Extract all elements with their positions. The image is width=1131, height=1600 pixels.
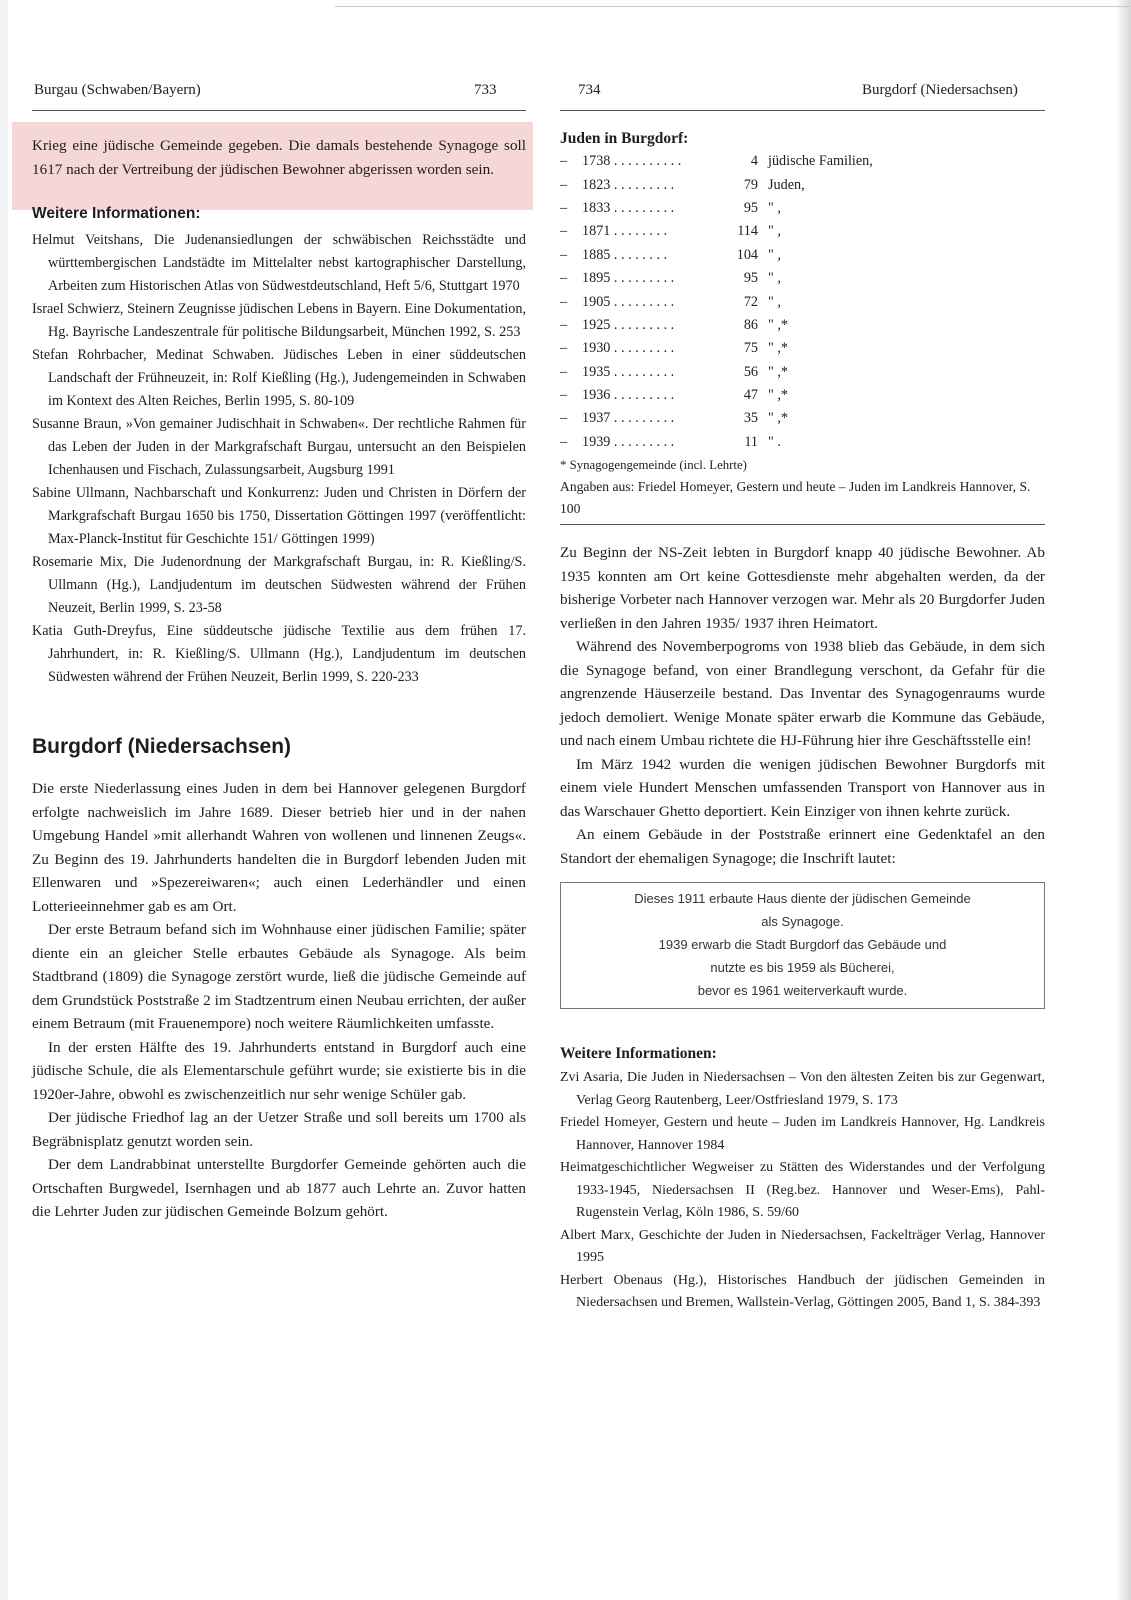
table-cell-unit: " , (768, 246, 781, 263)
table-cell-unit: Juden, (768, 176, 805, 193)
reference-list-left (32, 229, 526, 689)
table-cell-dash: – (560, 199, 568, 216)
table-cell-value: 47 (743, 387, 758, 404)
table-cell-value: 11 (744, 433, 758, 450)
table-cell-value: 79 (743, 176, 758, 193)
table-row (560, 244, 968, 267)
table-title: Juden in Burgdorf: (560, 130, 689, 147)
table-row (560, 314, 968, 337)
table-cell-value: 72 (743, 293, 758, 310)
body-paragraph: Der dem Landrabbinat unterstellte Burgdorfer Gemeinde gehörten auch die Ortschaften Burgwedel, Isernhagen und ab 1877 auch Lehrte an. Zuvor hatten die Lehrter Juden zur jüdischen Gemeinde Bolzum gehört. (32, 1156, 526, 1220)
page-number-left: 733 (474, 82, 497, 98)
page-right-edge (1117, 0, 1131, 1600)
table-cell-year: 1738 . . . . . . . . . . (582, 153, 682, 170)
inscription-line: bevor es 1961 weiterverkauft wurde. (697, 983, 908, 999)
table-cell-dash: – (560, 293, 568, 310)
running-header-right: Burgdorf (Niedersachsen) (862, 82, 1018, 98)
table-row (560, 220, 968, 243)
inscription-line: 1939 erwarb die Stadt Burgdorf das Gebäude und (658, 937, 947, 953)
body-paragraph: Der erste Betraum befand sich im Wohnhause einer jüdischen Familie; später diente ein an gleicher Stelle erbautes Gebäude als Synagoge. Als beim Stadtbrand (1809) die Synagoge zerstört wurde, ließ die jüdische Gemeinde auf dem Grundstück Poststraße 2 im Stadtzentrum einen Neubau errichten, der außer einem Betraum (mit Frauenempore) noch weitere Räumlichkeiten umfasste. (32, 921, 526, 1032)
table-cell-value: 104 (736, 246, 758, 263)
table-cell-year: 1895 . . . . . . . . . (582, 270, 675, 287)
table-cell-unit: " ,* (768, 410, 788, 427)
table-cell-value: 56 (743, 363, 758, 380)
reference-item: Rosemarie Mix, Die Judenordnung der Markgrafschaft Burgau, in: R. Kießling/S. Ullmann (Hg.), Landjudentum im deutschen Südwesten während der Frühen Neuzeit, Berlin 1999, S. 23-58 (32, 554, 526, 616)
table-row (560, 337, 968, 360)
inscription-line: als Synagoge. (761, 914, 844, 930)
reference-item: Albert Marx, Geschichte der Juden in Niedersachsen, Fackelträger Verlag, Hannover 1995 (560, 1227, 1045, 1266)
info-heading-left: Weitere Informationen: (32, 205, 201, 222)
right-column (560, 130, 1045, 1315)
table-cell-value: 95 (743, 199, 758, 216)
table-cell-value: 86 (743, 316, 758, 333)
table-cell-value: 4 (750, 153, 758, 170)
header-rule-right (560, 110, 1045, 111)
table-cell-value: 35 (743, 410, 758, 427)
body-paragraph: In der ersten Hälfte des 19. Jahrhunderts entstand in Burgdorf auch eine jüdische Schule, die als Elementarschule geführt wurde; sie existierte bis in die 1920er-Jahre, obwohl es zwischenzeitlich nur sehr wenige Schüler gab. (32, 1038, 526, 1103)
left-column (32, 130, 526, 1224)
table-row (560, 150, 968, 173)
reference-item: Stefan Rohrbacher, Medinat Schwaben. Jüdisches Leben in einer süddeutschen Landschaft der Frühneuzeit, in: Rolf Kießling (Hg.), Judengemeinden in Schwaben im Kontext des Alten Reiches, Berlin 1995, S. 80-109 (32, 347, 526, 409)
table-cell-dash: – (560, 270, 568, 287)
table-cell-unit: " ,* (768, 316, 788, 333)
table-cell-value: 114 (737, 223, 758, 240)
memorial-inscription (560, 882, 1045, 1009)
table-row (560, 197, 968, 220)
table-cell-dash: – (560, 176, 568, 193)
table-cell-unit: " ,* (768, 340, 788, 357)
population-table (560, 150, 968, 454)
table-row (560, 431, 968, 454)
table-cell-year: 1833 . . . . . . . . . (582, 199, 675, 216)
table-cell-year: 1925 . . . . . . . . . (582, 316, 675, 333)
table-cell-dash: – (560, 153, 568, 170)
body-paragraph: Während des Novemberpogroms von 1938 blieb das Gebäude, in dem sich die Synagoge befand, von einer Brandlegung verschont, da Gefahr für die angrenzende Häuserzeile bestand. Das Inventar des Synagogenraums wurde jedoch demoliert. Wenige Monate später erwarb die Kommune das Gebäude, und nach einem Umbau richtete die HJ-Führung hier ihre Geschäftsstelle ein! (560, 638, 1045, 750)
top-edge-line (335, 6, 1131, 7)
reference-item: Susanne Braun, »Von gemainer Judischhait in Schwaben«. Der rechtliche Rahmen für das Leben der Juden in der Markgrafschaft Burgau, untersucht an den Beispielen Ichenhausen und Fischach, Zulassungsarbeit, Augsburg 1991 (32, 416, 526, 478)
table-cell-unit: " ,* (768, 363, 788, 380)
inscription-line: Dieses 1911 erbaute Haus diente der jüdischen Gemeinde (634, 891, 971, 907)
table-cell-dash: – (560, 316, 568, 333)
table-cell-unit: " , (768, 223, 781, 240)
reference-item: Israel Schwierz, Steinern Zeugnisse jüdischen Lebens in Bayern. Eine Dokumentation, Hg. Bayrische Landeszentrale für politische Bildungsarbeit, München 1992, S. 253 (32, 301, 526, 340)
table-cell-unit: " , (768, 293, 781, 310)
section-heading: Burgdorf (Niedersachsen) (32, 735, 292, 758)
table-cell-dash: – (560, 363, 568, 380)
table-source: Angaben aus: Friedel Homeyer, Gestern und heute – Juden im Landkreis Hannover, S. 100 (560, 479, 1031, 517)
reference-item: Heimatgeschichtlicher Wegweiser zu Stätten des Widerstandes und der Verfolgung 1933-1945, Niedersachsen II (Reg.bez. Hannover und Weser-Ems), Pahl-Rugenstein Verlag, Köln 1986, S. 59/60 (560, 1160, 1045, 1221)
reference-item: Sabine Ullmann, Nachbarschaft und Konkurrenz: Juden und Christen in Dörfern der Markgrafschaft Burgau 1650 bis 1750, Dissertation Göttingen 1997 (veröffentlicht: Max-Planck-Institut für Geschichte 151/ Göttingen 1999) (32, 485, 526, 547)
reference-item: Helmut Veitshans, Die Judenansiedlungen der schwäbischen Reichsstädte und württembergischen Landstädte im Mittelalter nebst kartographischer Darstellung, Arbeiten zum Historischen Atlas von Südwestdeutschland, Heft 5/6, Stuttgart 1970 (32, 232, 526, 294)
reference-item: Zvi Asaria, Die Juden in Niedersachsen – Von den ältesten Zeiten bis zur Gegenwart, Verlag Georg Rautenberg, Leer/Ostfriesland 1979, S. 173 (560, 1070, 1045, 1108)
table-cell-year: 1935 . . . . . . . . . (582, 363, 675, 380)
body-paragraph: Im März 1942 wurden die wenigen jüdischen Bewohner Burgdorfs mit einem viele Hundert Menschen umfassenden Transport von Hannover aus in das Warschauer Ghetto deportiert. Kein Einziger von ihnen kehrte zurück. (560, 755, 1045, 820)
reference-item: Katia Guth-Dreyfus, Eine süddeutsche jüdische Textilie aus dem frühen 17. Jahrhundert, in: R. Kießling/S. Ullmann (Hg.), Landjudentum im deutschen Südwesten während der Frühen Neuzeit, Berlin 1999, S. 220-233 (32, 623, 526, 685)
table-cell-year: 1930 . . . . . . . . . (582, 340, 675, 357)
table-row (560, 384, 968, 407)
table-end-rule (560, 524, 1045, 525)
page-left-margin (0, 0, 8, 1600)
table-row (560, 361, 968, 384)
table-cell-dash: – (560, 340, 568, 357)
table-row (560, 290, 968, 313)
table-cell-dash: – (560, 246, 568, 263)
table-cell-year: 1885 . . . . . . . . (582, 246, 668, 263)
table-cell-year: 1905 . . . . . . . . . (582, 293, 675, 310)
table-cell-year: 1937 . . . . . . . . . (582, 410, 675, 427)
table-cell-unit: " , (768, 270, 781, 287)
running-header-left: Burgau (Schwaben/Bayern) (34, 82, 201, 98)
table-cell-year: 1871 . . . . . . . . (582, 223, 668, 240)
table-cell-unit: " ,* (768, 387, 788, 404)
table-cell-year: 1939 . . . . . . . . . (582, 433, 675, 450)
table-row (560, 407, 968, 430)
table-cell-year: 1936 . . . . . . . . . (582, 387, 675, 404)
reference-list-right (560, 1067, 1045, 1315)
header-rule-left (32, 110, 526, 111)
body-paragraph: Zu Beginn der NS-Zeit lebten in Burgdorf knapp 40 jüdische Bewohner. Ab 1935 konnten am Ort keine Gottesdienste mehr abgehalten werden, da der bisherige Vorbeter nach Hannover verzogen war. Mehr als 20 Burgdorfer Juden verließen in den Jahren 1935/ 1937 ihren Heimatort. (560, 544, 1045, 632)
table-cell-dash: – (560, 387, 568, 404)
info-heading-right: Weitere Informationen: (560, 1045, 717, 1063)
reference-item: Friedel Homeyer, Gestern und heute – Juden im Landkreis Hannover, Hg. Landkreis Hannover, Hannover 1984 (560, 1115, 1045, 1153)
body-paragraph: An einem Gebäude in der Poststraße erinnert eine Gedenktafel an den Standort der ehemaligen Synagoge; die Inschrift lautet: (560, 826, 1045, 867)
body-paragraph: Der jüdische Friedhof lag an der Uetzer Straße und soll bereits um 1700 als Begräbnisplatz genutzt worden sein. (32, 1109, 526, 1150)
table-cell-value: 75 (743, 340, 758, 357)
page-number-right: 734 (578, 82, 601, 98)
table-cell-unit: jüdische Familien, (768, 153, 873, 170)
table-cell-year: 1823 . . . . . . . . . (582, 176, 675, 193)
body-paragraph: Die erste Niederlassung eines Juden in dem bei Hannover gelegenen Burgdorf erfolgte nachweislich im Jahre 1689. Dieser betrieb hier und in der nahen Umgebung Handel »mit allerhandt Wahren von wollenen und linnenen Zeugs«. Zu Beginn des 19. Jahrhunderts handelten die in Burgdorf lebenden Juden mit Ellenwaren und »Spezereiwaren«; auch einen Lederhändler und einen Lotterieeinnehmer gab es am Ort. (32, 780, 526, 915)
table-row (560, 173, 968, 196)
highlighted-paragraph: Krieg eine jüdische Gemeinde gegeben. Die damals bestehende Synagoge soll 1617 nach der Vertreibung der jüdischen Bewohner abgerissen worden sein. (32, 137, 526, 178)
reference-item: Herbert Obenaus (Hg.), Historisches Handbuch der jüdischen Gemeinden in Niedersachsen und Bremen, Wallstein-Verlag, Göttingen 2005, Band 1, S. 384-393 (560, 1272, 1045, 1311)
table-cell-dash: – (560, 223, 568, 240)
inscription-line: nutzte es bis 1959 als Bücherei, (710, 960, 895, 976)
table-cell-unit: " . (768, 433, 781, 450)
table-row (560, 267, 968, 290)
table-cell-unit: " , (768, 199, 781, 216)
table-cell-dash: – (560, 433, 568, 450)
table-cell-dash: – (560, 410, 568, 427)
table-cell-value: 95 (743, 270, 758, 287)
table-footnote: * Synagogengemeinde (incl. Lehrte) (560, 458, 747, 473)
